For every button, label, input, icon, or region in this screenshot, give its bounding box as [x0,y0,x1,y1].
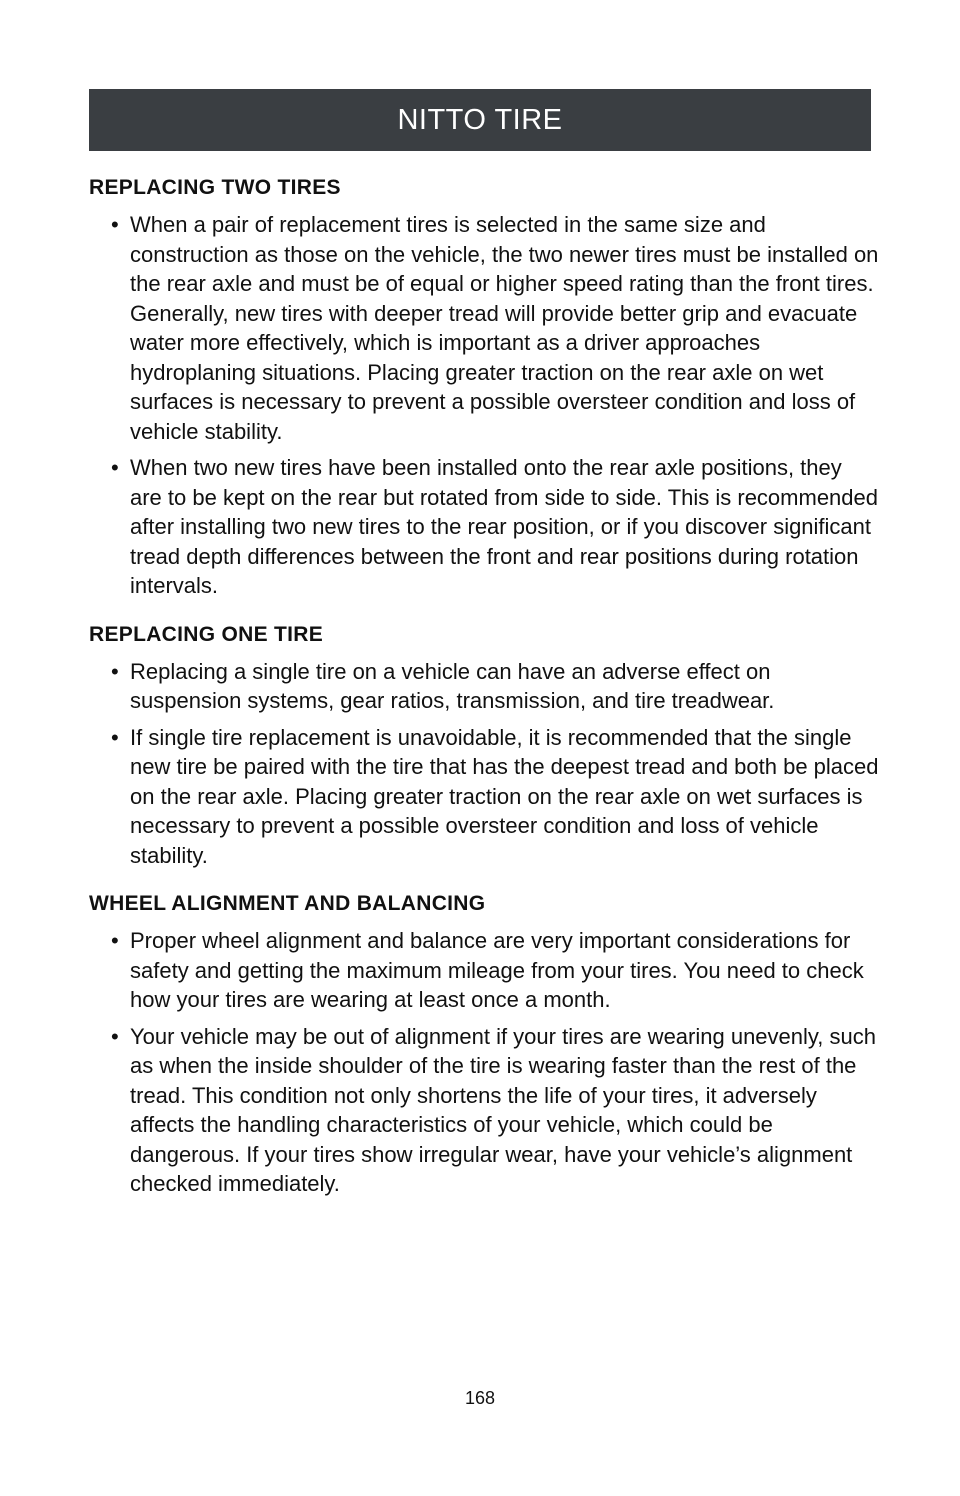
list-item [89,723,879,871]
list-item [89,453,879,601]
list-item [89,657,879,716]
section-heading: REPLACING ONE TIRE [89,622,324,646]
bullet-icon: • [111,212,119,237]
section-heading: WHEEL ALIGNMENT AND BALANCING [89,892,486,915]
section-replacing-two-tires [89,172,879,601]
bullet-icon: • [111,928,119,953]
bullet-icon: • [111,658,119,684]
list-item-text: When a pair of replacement tires is selected in the same size and construction as those on the vehicle, the two newer tires must be installed on the rear axle and must be of equal or higher speed rating than the front tires. Generally, new tires with deeper tread will provide better grip and evacuate water more effectively, which is important as a driver approaches hydroplaning situations. Placing greater traction on the rear axle on wet surfaces is necessary to prevent a possible oversteer condition and loss of vehicle stability. [130,212,879,444]
section-wheel-alignment [89,888,879,1199]
page-number: 168 [464,1388,496,1408]
page-content [89,172,879,1217]
list-item-text: Replacing a single tire on a vehicle can have an adverse effect on suspension systems, gear ratios, transmission, and tire treadwear. [130,658,775,713]
list-item-text: If single tire replacement is unavoidable, it is recommended that the single new tire be paired with the tire that has the deepest tread and both be placed on the rear axle. Placing greater traction on the rear axle on wet surfaces is necessary to prevent a possible oversteer condition and loss of vehicle stability. [130,724,879,868]
list-item-text: When two new tires have been installed onto the rear axle positions, they are to be kept on the rear but rotated from side to side. This is recommended after installing two new tires to the rear position, or if you discover significant tread depth differences between the front and rear positions during rotation intervals. [130,455,878,598]
bullet-icon: • [111,1023,119,1049]
bullet-icon: • [111,724,119,750]
bullet-icon: • [111,455,119,480]
list-item [89,210,879,446]
list-item-text: Proper wheel alignment and balance are very important considerations for safety and getting the maximum mileage from your tires. You need to check how your tires are wearing at least once a month. [130,928,864,1012]
page-title: NITTO TIRE [397,103,563,136]
list-item [89,926,879,1015]
section-heading: REPLACING TWO TIRES [89,176,341,199]
section-replacing-one-tire [89,619,879,871]
list-item-text: Your vehicle may be out of alignment if your tires are wearing unevenly, such as when the inside shoulder of the tire is wearing faster than the rest of the tread. This condition not only shortens the life of your tires, it adversely affects the handling characteristics of your vehicle, which could be dangerous. If your tires show irregular wear, have your vehicle’s alignment checked immediately. [130,1023,876,1196]
header-bar [89,89,871,151]
list-item [89,1022,879,1199]
